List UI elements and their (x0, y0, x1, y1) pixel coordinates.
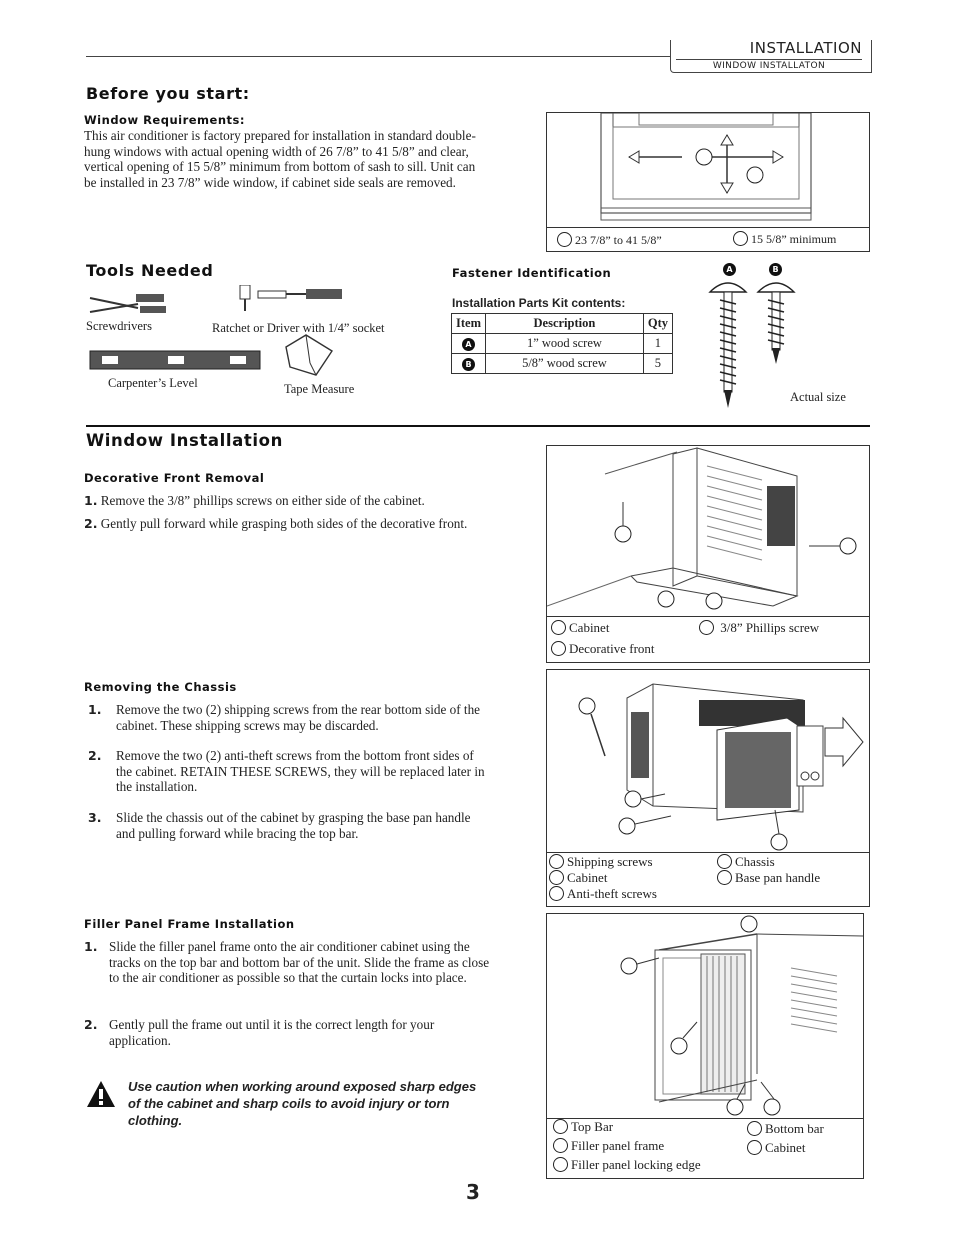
chassis-caption-rule (547, 852, 869, 853)
chassis-legend-cabinet: Cabinet (549, 870, 607, 886)
filler-step-2: 2. Gently pull the frame out until it is the correct length for your application. (84, 1017, 435, 1048)
fastener-title: Fastener Identification (452, 266, 612, 280)
kit-table (451, 313, 673, 374)
header-section: INSTALLATION (749, 39, 862, 57)
item-badge: B (462, 358, 475, 371)
warning-icon (86, 1080, 116, 1108)
chassis-legend-antitheft: Anti-theft screws (549, 886, 657, 902)
kit-description: 1” wood screw (486, 334, 644, 354)
tape-measure-icon (276, 333, 336, 381)
chassis-title: Removing the Chassis (84, 680, 237, 694)
kit-col-qty: Qty (643, 314, 672, 334)
section-rule (86, 425, 870, 427)
front-removal-figure (546, 445, 870, 663)
ratchet-icon (236, 285, 346, 315)
front-legend-front: Decorative front (551, 641, 655, 657)
chassis-legend-chassis: Chassis (717, 854, 775, 870)
filler-title: Filler Panel Frame Installation (84, 917, 295, 931)
item-badge: A (462, 338, 475, 351)
filler-drawing (547, 914, 863, 1118)
front-step-1: 1. Remove the 3/8” phillips screws on either side of the cabinet. (84, 493, 425, 508)
kit-qty: 1 (643, 334, 672, 354)
chassis-legend-handle: Base pan handle (717, 870, 820, 886)
filler-figure (546, 913, 864, 1179)
table-row (452, 354, 673, 374)
actual-size-label: Actual size (790, 390, 846, 404)
window-req-text: This air conditioner is factory prepared for installation in standard double- hung windows with actual opening width of 26 7/8” to 41 5/8” and clear, vertical opening of 15 5/8” minimum from bottom of sash to sill. Unit can be installed in 23 7/8” wide window, if cabinet side seals are removed. (84, 128, 476, 190)
chassis-step-3: 3. Slide the chassis out of the cabinet by grasping the base pan handle and pulling forward while bracing the top bar. (88, 810, 471, 841)
caution-text: Use caution when working around exposed sharp edges of the cabinet and sharp coils to avoid injury or torn clothing. (128, 1079, 477, 1128)
before-start-title: Before you start: (86, 84, 250, 103)
chassis-legend-shipping: Shipping screws (549, 854, 653, 870)
front-legend-screw: 3/8” Phillips screw (699, 620, 819, 636)
tool-label-ratchet: Ratchet or Driver with 1/4” socket (212, 321, 385, 335)
filler-legend-edge: Filler panel locking edge (553, 1157, 701, 1173)
kit-qty: 5 (643, 354, 672, 374)
window-installation-title: Window Installation (86, 431, 283, 450)
front-removal-drawing (547, 446, 869, 616)
chassis-step-1: 1. Remove the two (2) shipping screws from the rear bottom side of the cabinet. These shipping screws may be discarded. (88, 702, 481, 733)
screw-label-b: B (769, 263, 782, 276)
table-row (452, 334, 673, 354)
front-removal-title: Decorative Front Removal (84, 471, 265, 485)
tool-label-tape: Tape Measure (284, 382, 355, 396)
chassis-figure (546, 669, 870, 907)
screw-label-a: A (723, 263, 736, 276)
filler-legend-frame: Filler panel frame (553, 1138, 664, 1154)
tool-label-level: Carpenter’s Level (108, 376, 198, 390)
header-subsection: WINDOW INSTALLATON (676, 59, 862, 73)
kit-title: Installation Parts Kit contents: (452, 296, 626, 310)
filler-legend-bottombar: Bottom bar (747, 1121, 824, 1137)
page-number: 3 (466, 1180, 480, 1204)
level-icon (88, 348, 263, 372)
front-caption-rule (547, 616, 869, 617)
kit-col-item: Item (452, 314, 486, 334)
window-caption-rule (547, 227, 869, 228)
window-drawing (547, 113, 869, 228)
tool-label-screwdrivers: Screwdrivers (86, 319, 152, 333)
kit-description: 5/8” wood screw (486, 354, 644, 374)
filler-legend-topbar: Top Bar (553, 1119, 613, 1135)
screwdrivers-icon (88, 290, 168, 320)
front-legend-cabinet: Cabinet (551, 620, 609, 636)
front-step-2: 2. Gently pull forward while grasping both sides of the decorative front. (84, 516, 468, 531)
window-height-label: 15 5/8” minimum (733, 231, 836, 247)
filler-legend-cabinet: Cabinet (747, 1140, 805, 1156)
chassis-step-2: 2. Remove the two (2) anti-theft screws from the bottom front sides of the cabinet. RETAIN THESE SCREWS, they will be replaced later in the installation. (88, 748, 485, 795)
filler-step-1: 1. Slide the filler panel frame onto the air conditioner cabinet using the tracks on the top bar and bottom bar of the unit. Slide the frame as close to the air conditioner as possible so that the curtain locks into place. (84, 939, 490, 986)
kit-col-description: Description (486, 314, 644, 334)
window-width-label: 23 7/8” to 41 5/8” (557, 232, 662, 248)
window-figure (546, 112, 870, 252)
chassis-drawing (547, 670, 869, 852)
tools-title: Tools Needed (86, 261, 214, 280)
window-req-title: Window Requirements: (84, 113, 245, 127)
